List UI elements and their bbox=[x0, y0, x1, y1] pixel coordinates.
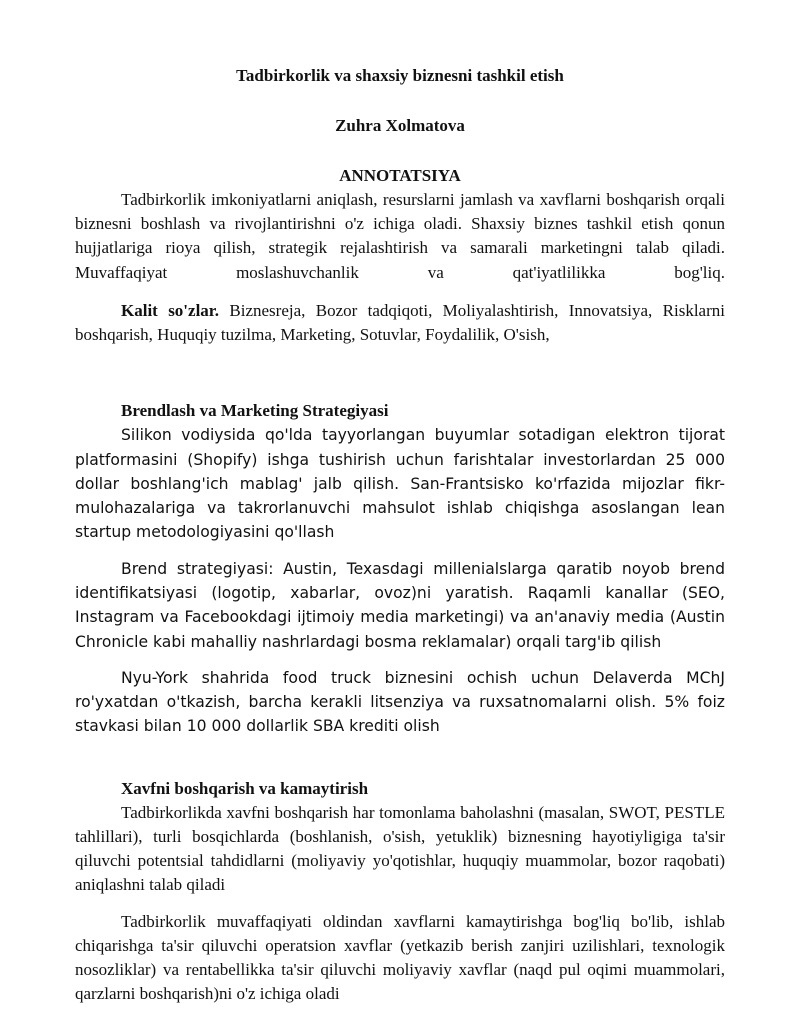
document-title: Tadbirkorlik va shaxsiy biznesni tashkil etish bbox=[236, 66, 564, 85]
section-paragraph: Brend strategiyasi: Austin, Texasdagi millenialslarga qaratib noyob brend identifikatsiyasi (logotip, xabarlar, ovoz)ni yaratish. Raqamli kanallar (SEO, Instagram va Facebookdagi ijtimoiy media marketingi) va an'anaviy media (Austin Chronicle kabi mahalliy nashrlardagi bosma reklamalar) orqali targ'ib qilish bbox=[75, 559, 725, 651]
keywords-paragraph bbox=[75, 299, 725, 347]
keywords-list: Biznesreja, Bozor tadqiqoti, Moliyalashtirish, Innovatsiya, Risklarni boshqarish, Huquqiy tuzilma, Marketing, Sotuvlar, Foydalilik, O'sish, bbox=[75, 300, 725, 345]
section-heading-risk: Xavfni boshqarish va kamaytirish bbox=[121, 778, 369, 798]
abstract-heading: ANNOTATSIYA bbox=[339, 166, 461, 185]
abstract-paragraph: Tadbirkorlik imkoniyatlarni aniqlash, resurslarni jamlash va xavflarni boshqarish orqali biznesni boshlash va rivojlantirishni o'z ichiga oladi. Shaxsiy biznes tashkil etish qonun hujjatlariga rioya qilish, strategik rejalashtirish va samarali marketingni talab qiladi. Muvaffaqiyat moslashuvchanlik va qat'iyatlilikka bog'liq. bbox=[75, 190, 725, 282]
document-page bbox=[75, 64, 725, 1006]
keywords-label: Kalit so'zlar. bbox=[121, 300, 220, 320]
section-paragraph: Tadbirkorlikda xavfni boshqarish har tomonlama baholashni (masalan, SWOT, PESTLE tahlillari), turli bosqichlarda (boshlanish, o'sish, yetuklik) biznesning hayotiyligiga ta'sir qiluvchi potentsial tahdidlarni (moliyaviy yo'qotishlar, huquqiy muammolar, bozor raqobati) aniqlashni talab qiladi bbox=[75, 802, 725, 895]
section-paragraph: Tadbirkorlik muvaffaqiyati oldindan xavflarni kamaytirishga bog'liq bo'lib, ishlab chiqarishga ta'sir qiluvchi operatsion xavflar (yetkazib berish zanjiri uzilishlari, texnologik nosozliklar) va rentabellikka ta'sir qiluvchi moliyaviy xavflar (naqd pul oqimi muammolari, qarzlarni boshqarish)ni o'z ichiga oladi bbox=[75, 911, 725, 1004]
section-heading-branding: Brendlash va Marketing Strategiyasi bbox=[121, 401, 389, 421]
author-name: Zuhra Xolmatova bbox=[335, 116, 465, 135]
section-paragraph: Silikon vodiysida qo'lda tayyorlangan buyumlar sotadigan elektron tijorat platformasini (Shopify) ishga tushirish uchun farishtalar investorlardan 25 000 dollar boshlang'ich mablag' jalb qilish. San-Frantsisko ko'rfazida mijozlar fikr-mulohazalariga va takrorlanuvchi mahsulot ishlab chiqishga asoslangan lean startup metodologiyasini qo'llash bbox=[75, 426, 725, 542]
section-paragraph: Nyu-York shahrida food truck biznesini ochish uchun Delaverda MChJ ro'yxatdan o'tkazish, barcha kerakli litsenziya va ruxsatnomalarni olish. 5% foiz stavkasi bilan 10 000 dollarlik SBA krediti olish bbox=[75, 668, 725, 736]
